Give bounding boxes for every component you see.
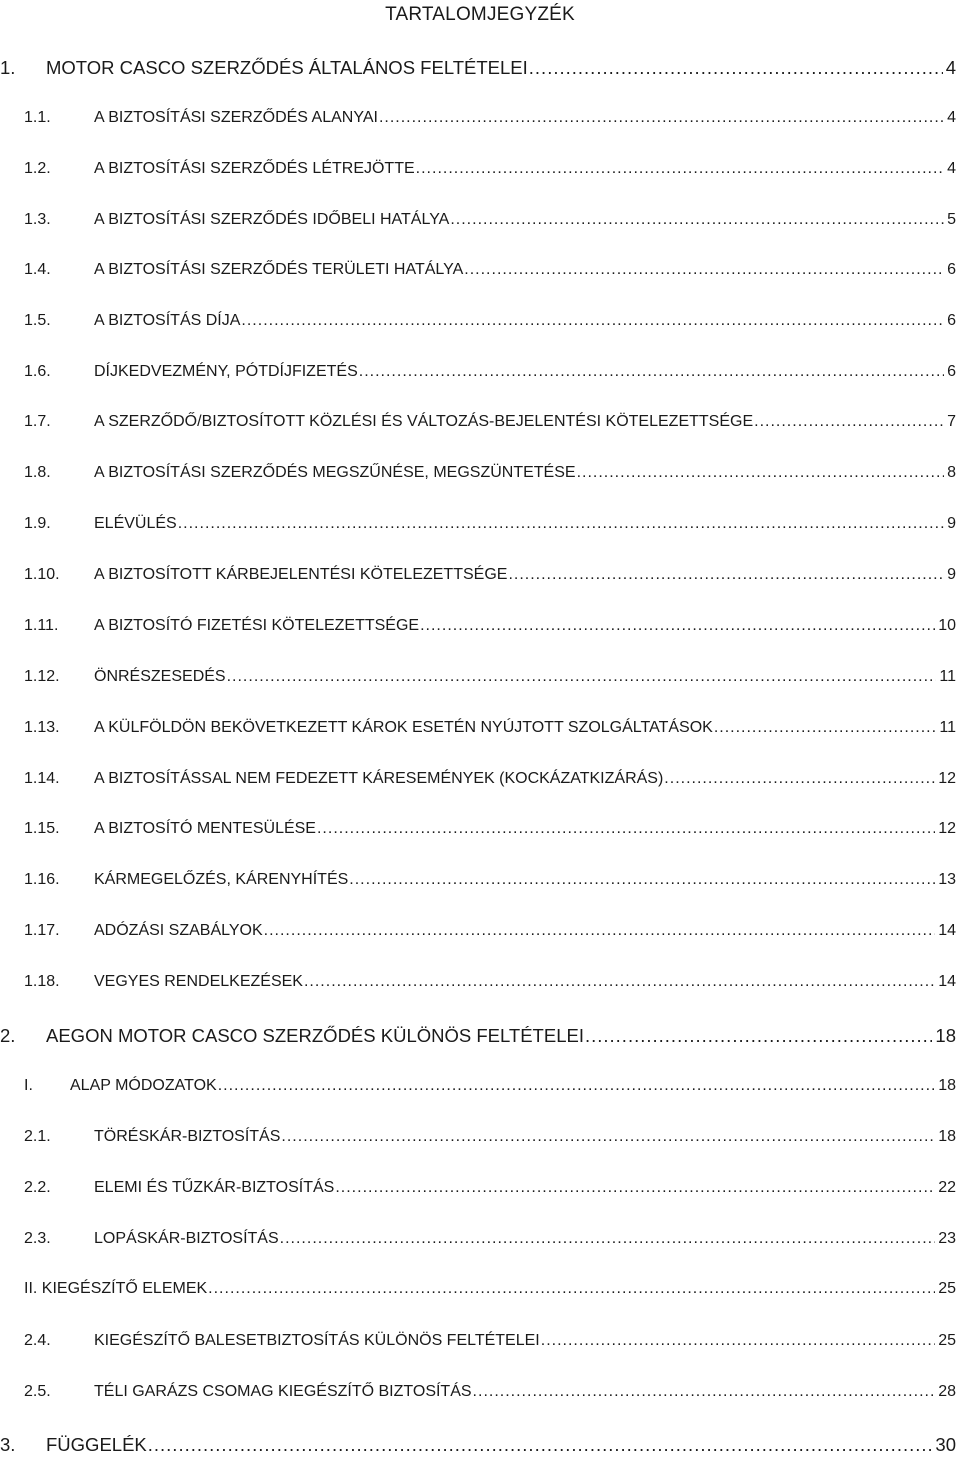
toc-dot-leader — [473, 1383, 936, 1401]
toc-entry-number: 1.1. — [24, 109, 51, 126]
toc-entry-number: 1.6. — [24, 363, 51, 380]
toc-entry[interactable] — [24, 515, 956, 541]
toc-entry[interactable] — [0, 1434, 956, 1460]
toc-dot-leader — [714, 719, 937, 737]
toc-dot-leader — [178, 515, 944, 533]
toc-entry-page-number: 9 — [947, 515, 956, 532]
toc-entry-number: 1.8. — [24, 464, 51, 481]
toc-entry-page-number: 18 — [935, 1025, 956, 1046]
toc-entry[interactable] — [24, 668, 956, 694]
toc-entry-number: 2.2. — [24, 1179, 51, 1196]
toc-entry-page-number: 4 — [945, 57, 956, 78]
toc-entry-number: 1.7. — [24, 413, 51, 430]
toc-entry-page-number: 13 — [938, 871, 956, 888]
toc-entry-number: 1.11. — [24, 617, 59, 634]
toc-entry-title: KIEGÉSZÍTŐ BALESETBIZTOSÍTÁS KÜLÖNÖS FELTÉTELEI — [94, 1332, 540, 1349]
toc-entry-number: 1.9. — [24, 515, 51, 532]
toc-dot-leader — [349, 871, 935, 889]
toc-entry-page-number: 22 — [938, 1179, 956, 1196]
toc-entry-number: 1.17. — [24, 922, 60, 939]
toc-entry-page-number: 10 — [938, 617, 956, 634]
toc-dot-leader — [585, 1025, 932, 1047]
toc-entry-page-number: 6 — [947, 363, 956, 380]
toc-entry[interactable] — [24, 413, 956, 439]
toc-entry-title: ALAP MÓDOZATOK — [70, 1077, 217, 1094]
toc-dot-leader — [335, 1179, 935, 1197]
toc-entry[interactable] — [0, 1025, 956, 1051]
toc-entry-title: TÖRÉSKÁR-BIZTOSÍTÁS — [94, 1128, 281, 1145]
toc-entry-title: ADÓZÁSI SZABÁLYOK — [94, 922, 263, 939]
toc-entry[interactable] — [24, 1179, 956, 1205]
toc-entry[interactable] — [24, 719, 956, 745]
toc-entry-number: 2.1. — [24, 1128, 51, 1145]
toc-entry-title: A BIZTOSÍTÓ MENTESÜLÉSE — [94, 820, 316, 837]
toc-entry-number: 1.12. — [24, 668, 60, 685]
toc-entry[interactable] — [24, 109, 956, 135]
toc-entry[interactable] — [24, 566, 956, 592]
toc-entry-title: A SZERZŐDŐ/BIZTOSÍTOTT KÖZLÉSI ÉS VÁLTOZÁS-BEJELENTÉSI KÖTELEZETTSÉGE — [94, 413, 754, 430]
toc-entry-page-number: 14 — [938, 973, 956, 990]
toc-entry-title: ÖNRÉSZESEDÉS — [94, 668, 226, 685]
toc-entry-number: 1.18. — [24, 973, 60, 990]
toc-dot-leader — [227, 668, 937, 686]
toc-entry-page-number: 7 — [947, 413, 956, 430]
toc-dot-leader — [464, 261, 944, 279]
toc-entry[interactable] — [0, 57, 956, 83]
toc-entry-page-number: 12 — [938, 820, 956, 837]
toc-entry[interactable] — [24, 464, 956, 490]
toc-entry-page-number: 5 — [947, 211, 956, 228]
toc-entry-page-number: 6 — [947, 261, 956, 278]
toc-entry-page-number: 25 — [938, 1332, 956, 1349]
toc-entry[interactable] — [24, 820, 956, 846]
toc-entry-number: 2.5. — [24, 1383, 51, 1400]
toc-entry[interactable] — [24, 973, 956, 999]
toc-dot-leader — [264, 922, 936, 940]
toc-entry-number: 1.15. — [24, 820, 60, 837]
toc-entry-title: II. KIEGÉSZÍTŐ ELEMEK — [24, 1280, 208, 1297]
toc-dot-leader — [359, 363, 944, 381]
toc-entry[interactable] — [24, 1077, 956, 1103]
toc-entry-title: ELÉVÜLÉS — [94, 515, 177, 532]
toc-dot-leader — [317, 820, 935, 838]
toc-entry-number: 1.5. — [24, 312, 51, 329]
toc-entry-title: VEGYES RENDELKEZÉSEK — [94, 973, 303, 990]
toc-entry-page-number: 11 — [939, 668, 956, 685]
toc-dot-leader — [280, 1230, 936, 1248]
toc-entry-title: A BIZTOSÍTÁSI SZERZŐDÉS IDŐBELI HATÁLYA — [94, 211, 450, 228]
toc-dot-leader — [529, 57, 943, 79]
toc-entry-title: A KÜLFÖLDÖN BEKÖVETKEZETT KÁROK ESETÉN NYÚJTOTT SZOLGÁLTATÁSOK — [94, 719, 713, 736]
toc-entry-title: MOTOR CASCO SZERZŐDÉS ÁLTALÁNOS FELTÉTELEI — [46, 57, 528, 78]
toc-dot-leader — [541, 1332, 935, 1350]
toc-entry-title: A BIZTOSÍTÁSI SZERZŐDÉS TERÜLETI HATÁLYA — [94, 261, 464, 278]
toc-entry[interactable] — [24, 1383, 956, 1409]
toc-title: TARTALOMJEGYZÉK — [385, 4, 575, 25]
toc-entry-number: 1.16. — [24, 871, 60, 888]
toc-entry-number: 1.13. — [24, 719, 60, 736]
toc-entry[interactable] — [24, 770, 956, 796]
toc-entry-number: 3. — [0, 1434, 16, 1455]
toc-entry-page-number: 4 — [947, 160, 956, 177]
toc-dot-leader — [379, 109, 944, 127]
toc-entry-page-number: 12 — [938, 770, 956, 787]
toc-entry-page-number: 4 — [947, 109, 956, 126]
toc-entry-title: LOPÁSKÁR-BIZTOSÍTÁS — [94, 1230, 279, 1247]
toc-entry-number: 1.14. — [24, 770, 60, 787]
toc-entry-title: FÜGGELÉK — [46, 1434, 147, 1455]
toc-entry[interactable] — [24, 871, 956, 897]
toc-entry-title: DÍJKEDVEZMÉNY, PÓTDÍJFIZETÉS — [94, 363, 358, 380]
toc-entry-number: 2. — [0, 1025, 16, 1046]
toc-entry-page-number: 25 — [938, 1280, 956, 1297]
toc-entry[interactable] — [24, 617, 956, 643]
toc-entry-number: 1.2. — [24, 160, 51, 177]
toc-dot-leader — [304, 973, 935, 991]
toc-entry[interactable] — [24, 1332, 956, 1358]
toc-entry-title: ELEMI ÉS TŰZKÁR-BIZTOSÍTÁS — [94, 1179, 335, 1196]
toc-entry[interactable] — [24, 922, 956, 948]
toc-entry-page-number: 14 — [938, 922, 956, 939]
toc-dot-leader — [420, 617, 935, 635]
toc-entry-page-number: 11 — [939, 719, 956, 736]
toc-entry[interactable] — [24, 261, 956, 287]
toc-entry-number: 1.4. — [24, 261, 51, 278]
toc-dot-leader — [754, 413, 944, 431]
toc-dot-leader — [508, 566, 944, 584]
toc-entry-title: A BIZTOSÍTÁSI SZERZŐDÉS ALANYAI — [94, 109, 378, 126]
toc-entry-number: 2.3. — [24, 1230, 51, 1247]
toc-entry-page-number: 30 — [935, 1434, 956, 1455]
toc-entry-title: A BIZTOSÍTÁSI SZERZŐDÉS MEGSZŰNÉSE, MEGSZÜNTETÉSE — [94, 464, 576, 481]
toc-dot-leader — [450, 211, 944, 229]
toc-dot-leader — [241, 312, 944, 330]
toc-entry[interactable] — [24, 363, 956, 389]
toc-entry-page-number: 9 — [947, 566, 956, 583]
toc-entry-page-number: 23 — [938, 1230, 956, 1247]
toc-entry[interactable] — [24, 211, 956, 237]
toc-entry-number: 1.3. — [24, 211, 51, 228]
toc-entry-page-number: 8 — [947, 464, 956, 481]
toc-entry-title: TÉLI GARÁZS CSOMAG KIEGÉSZÍTŐ BIZTOSÍTÁS — [94, 1383, 472, 1400]
toc-entry-page-number: 28 — [938, 1383, 956, 1400]
toc-entry[interactable] — [24, 160, 956, 186]
toc-entry[interactable] — [24, 1128, 956, 1154]
toc-dot-leader — [281, 1128, 935, 1146]
toc-entry[interactable] — [24, 312, 956, 338]
toc-entry-number: I. — [24, 1077, 33, 1094]
toc-entry-page-number: 6 — [947, 312, 956, 329]
toc-dot-leader — [664, 770, 935, 788]
toc-entry-title: A BIZTOSÍTÁSI SZERZŐDÉS LÉTREJÖTTE — [94, 160, 415, 177]
toc-dot-leader — [218, 1077, 936, 1095]
toc-entry-page-number: 18 — [938, 1128, 956, 1145]
toc-dot-leader — [577, 464, 945, 482]
toc-entry-number: 2.4. — [24, 1332, 51, 1349]
toc-entry[interactable] — [24, 1280, 956, 1306]
toc-entry-title: A BIZTOSÍTÁSSAL NEM FEDEZETT KÁRESEMÉNYEK (KOCKÁZATKIZÁRÁS) — [94, 770, 664, 787]
toc-entry-title: A BIZTOSÍTÁS DÍJA — [94, 312, 241, 329]
toc-entry-title: A BIZTOSÍTOTT KÁRBEJELENTÉSI KÖTELEZETTSÉGE — [94, 566, 508, 583]
toc-entry[interactable] — [24, 1230, 956, 1256]
toc-entry-number: 1.10. — [24, 566, 60, 583]
toc-entry-title: A BIZTOSÍTÓ FIZETÉSI KÖTELEZETTSÉGE — [94, 617, 420, 634]
toc-entry-number: 1. — [0, 57, 16, 78]
toc-entry-title: AEGON MOTOR CASCO SZERZŐDÉS KÜLÖNÖS FELTÉTELEI — [46, 1025, 584, 1046]
toc-entry-page-number: 18 — [938, 1077, 956, 1094]
toc-dot-leader — [208, 1280, 935, 1298]
toc-entry-title: KÁRMEGELŐZÉS, KÁRENYHÍTÉS — [94, 871, 349, 888]
toc-dot-leader — [148, 1434, 933, 1456]
toc-dot-leader — [416, 160, 944, 178]
